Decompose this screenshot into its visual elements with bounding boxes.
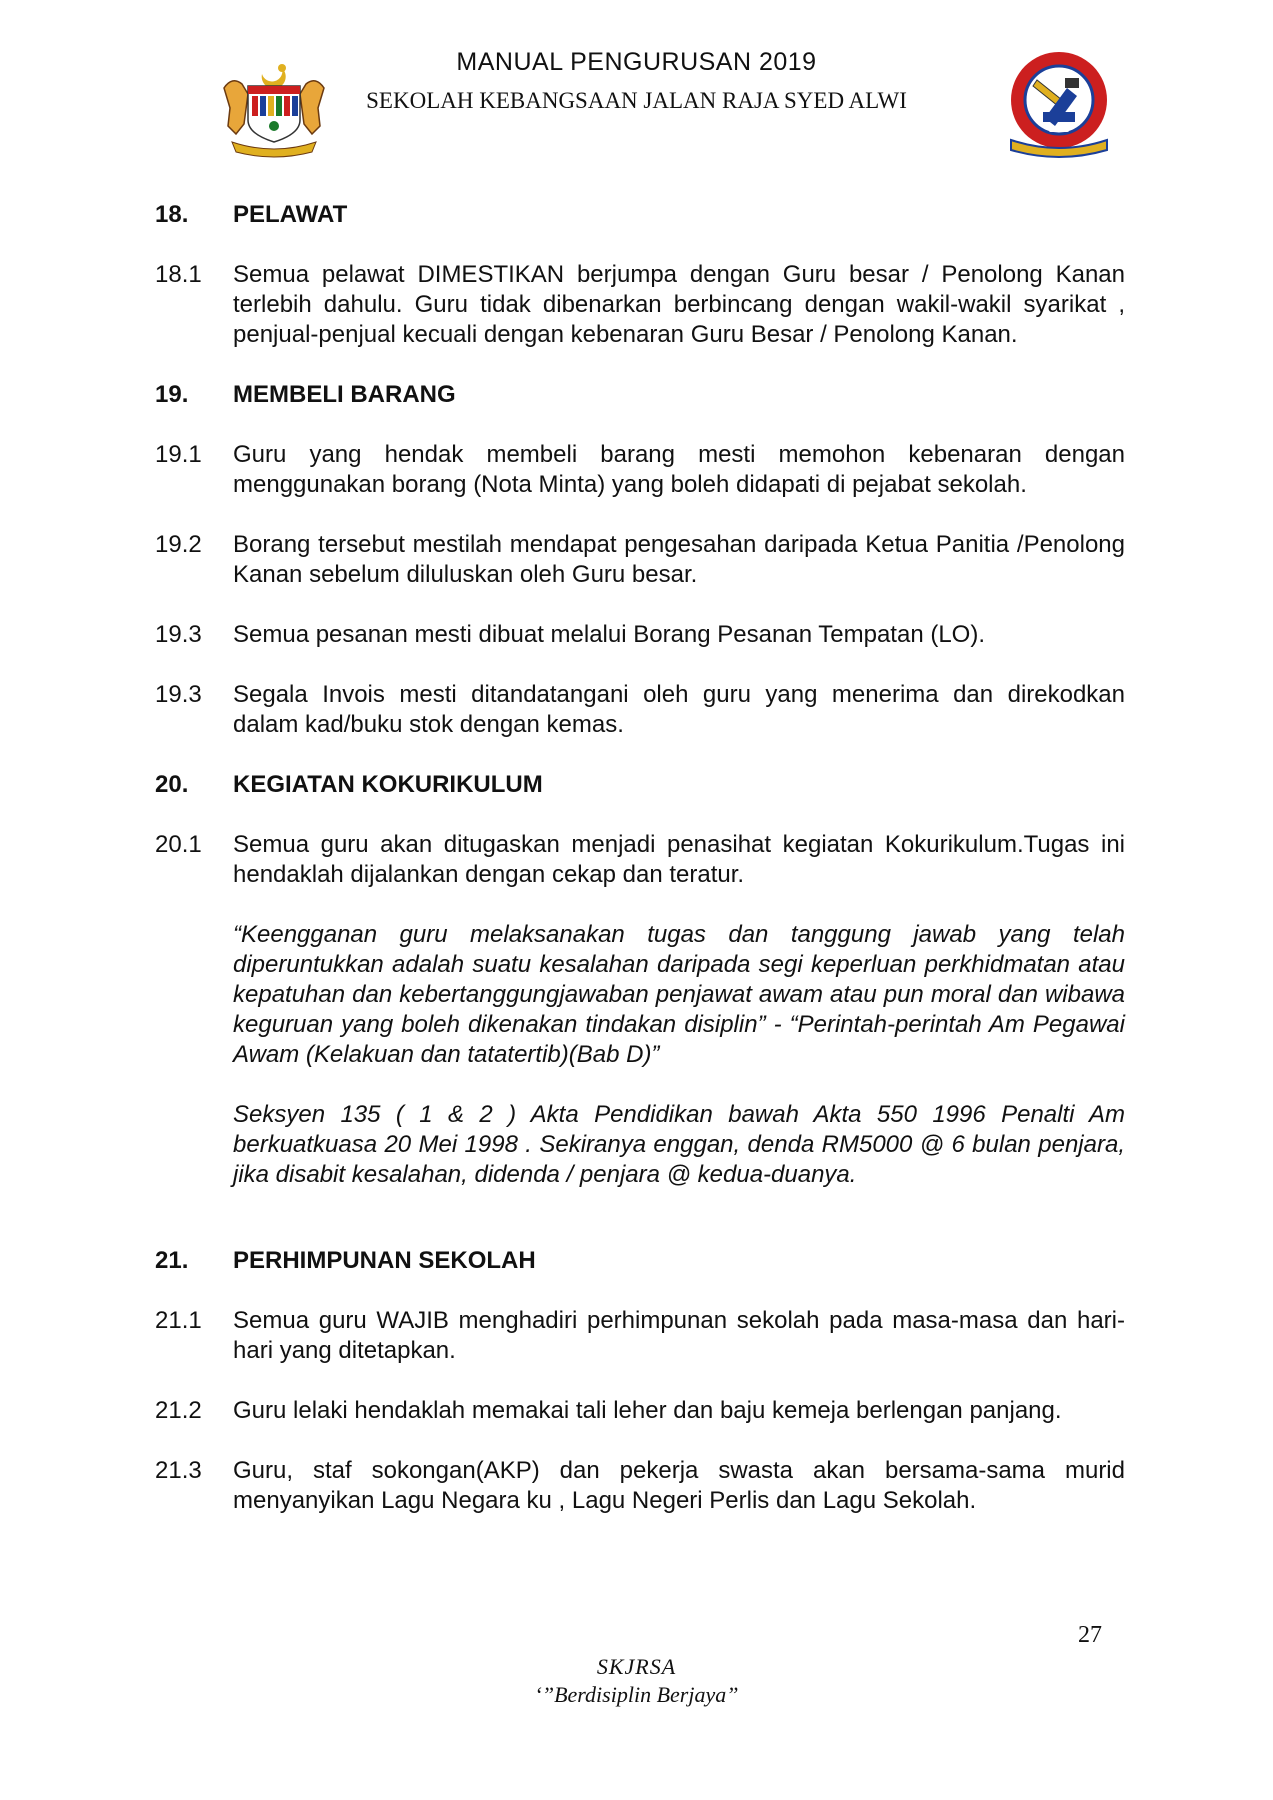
section-heading xyxy=(155,770,1125,800)
item-number: 21.1 xyxy=(155,1307,202,1334)
section-heading xyxy=(155,380,1125,410)
manual-title: MANUAL PENGURUSAN 2019 xyxy=(456,48,817,76)
section-heading xyxy=(155,200,1125,230)
list-item xyxy=(155,1456,1125,1516)
item-number: 20.1 xyxy=(155,831,202,858)
section-title: KEGIATAN KOKURIKULUM xyxy=(233,771,543,798)
footer-school-code: SKJRSA xyxy=(596,1654,677,1679)
section-title: MEMBELI BARANG xyxy=(233,381,456,408)
item-number: 19.1 xyxy=(155,441,202,468)
item-text: Guru yang hendak membeli barang mesti memohon kebenaran dengan menggunakan borang (Nota Minta) yang boleh didapati di pejabat sekolah. xyxy=(233,441,1125,498)
item-number: 21.3 xyxy=(155,1457,202,1484)
list-item xyxy=(155,440,1125,500)
item-number: 19.3 xyxy=(155,621,202,648)
footer-motto: ‘”Berdisiplin Berjaya” xyxy=(534,1682,739,1707)
page-number: 27 xyxy=(1078,1622,1102,1648)
section-heading xyxy=(155,1246,1125,1276)
school-logo-icon xyxy=(1003,48,1115,160)
quote-paragraph: Seksyen 135 ( 1 & 2 ) Akta Pendidikan bawah Akta 550 1996 Penalti Am berkuatkuasa 20 Mei 1998 . Sekiranya enggan, denda RM5000 @ 6 bulan penjara, jika disabit kesalahan, didenda / penjara @ kedua-duanya. xyxy=(233,1101,1125,1188)
section-title: PERHIMPUNAN SEKOLAH xyxy=(233,1247,536,1274)
page-header xyxy=(0,0,1273,170)
item-text: Borang tersebut mestilah mendapat pengesahan daripada Ketua Panitia /Penolong Kanan sebelum diluluskan oleh Guru besar. xyxy=(233,531,1125,588)
item-number: 19.2 xyxy=(155,531,202,558)
school-name: SEKOLAH KEBANGSAAN JALAN RAJA SYED ALWI xyxy=(366,88,907,113)
item-number: 21.2 xyxy=(155,1397,202,1424)
list-item xyxy=(155,620,1125,650)
list-item xyxy=(155,1396,1125,1426)
section-number: 21. xyxy=(155,1247,189,1274)
item-text: Segala Invois mesti ditandatangani oleh guru yang menerima dan direkodkan dalam kad/buku stok dengan kemas. xyxy=(233,681,1125,738)
list-item xyxy=(155,530,1125,590)
section-number: 20. xyxy=(155,771,189,798)
list-item xyxy=(155,260,1125,350)
item-text: Guru lelaki hendaklah memakai tali leher dan baju kemeja berlengan panjang. xyxy=(233,1397,1062,1424)
quote-paragraph: “Keengganan guru melaksanakan tugas dan tanggung jawab yang telah diperuntukkan adalah suatu kesalahan daripada segi keperluan perkhidmatan atau kepatuhan dan kebertanggungjawaban penjawat awam atau pun moral dan wibawa keguruan yang boleh dikenakan tindakan disiplin” - “Perintah-perintah Am Pegawai Awam (Kelakuan dan tatatertib)(Bab D)” xyxy=(233,921,1125,1068)
list-item xyxy=(155,1306,1125,1366)
document-body xyxy=(155,200,1125,1546)
list-item xyxy=(155,830,1125,890)
item-text: Guru, staf sokongan(AKP) dan pekerja swasta akan bersama-sama murid menyanyikan Lagu Negara ku , Lagu Negeri Perlis dan Lagu Sekolah. xyxy=(233,1457,1125,1514)
item-text: Semua pelawat DIMESTIKAN berjumpa dengan Guru besar / Penolong Kanan terlebih dahulu. Guru tidak dibenarkan berbincang dengan wakil-wakil syarikat , penjual-penjual kecuali dengan kebenaran Guru Besar / Penolong Kanan. xyxy=(233,261,1125,348)
item-text: Semua pesanan mesti dibuat melalui Borang Pesanan Tempatan (LO). xyxy=(233,621,986,648)
school-logo-year: 2001 xyxy=(1048,124,1070,134)
item-number: 19.3 xyxy=(155,681,202,708)
item-number: 18.1 xyxy=(155,261,202,288)
list-item xyxy=(155,680,1125,740)
section-number: 18. xyxy=(155,201,189,228)
section-title: PELAWAT xyxy=(233,201,348,228)
item-text: Semua guru WAJIB menghadiri perhimpunan sekolah pada masa-masa dan hari-hari yang ditetapkan. xyxy=(233,1307,1125,1364)
item-text: Semua guru akan ditugaskan menjadi penasihat kegiatan Kokurikulum.Tugas ini hendaklah dijalankan dengan cekap dan teratur. xyxy=(233,831,1125,888)
section-number: 19. xyxy=(155,381,189,408)
